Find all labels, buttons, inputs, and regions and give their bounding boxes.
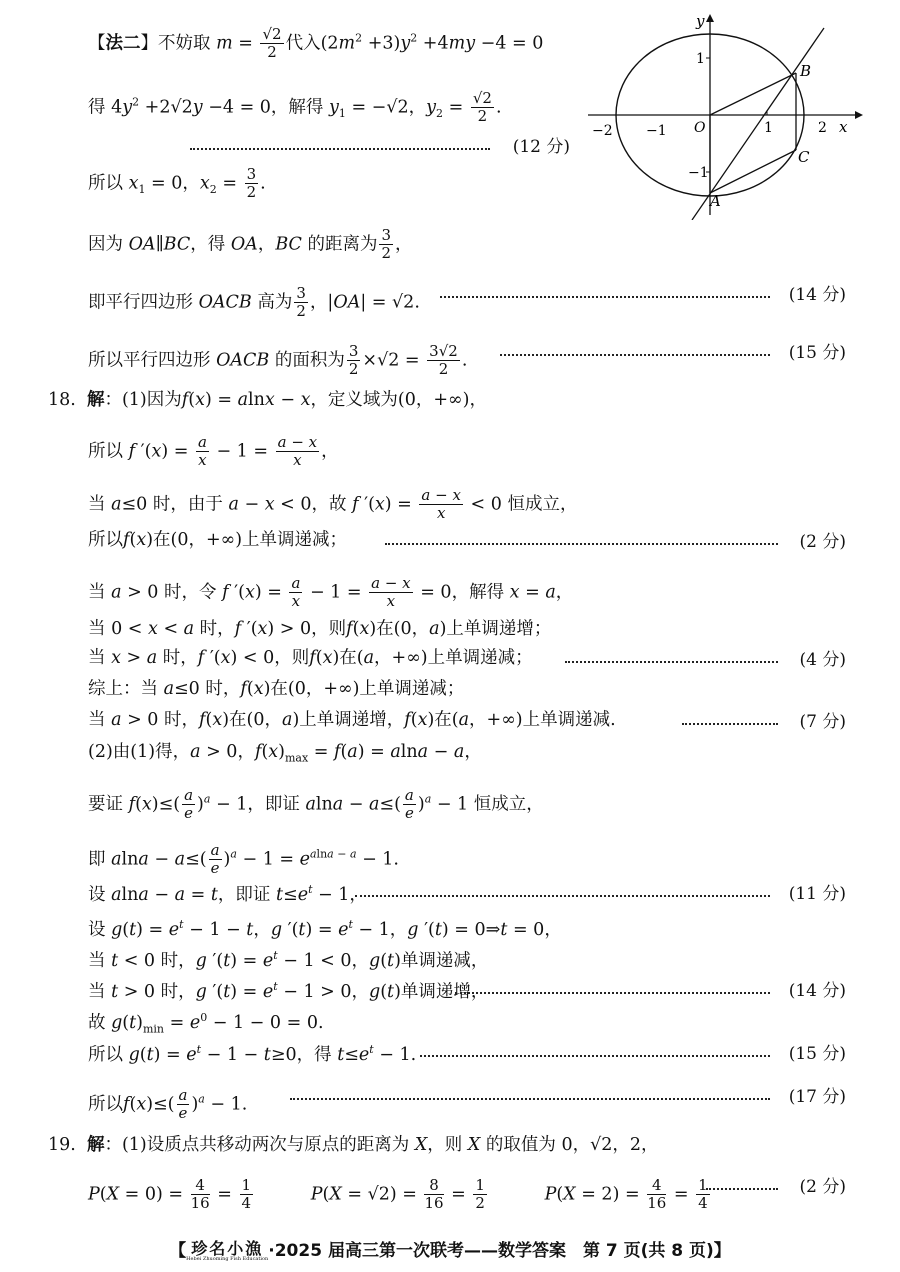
text-line-l4: 所以 $x_1 = 0$，$x_2$ = $\frac{3}{2}$ . [88, 165, 266, 202]
leader-dots [385, 543, 778, 545]
leader-dots [290, 1098, 770, 1100]
text-line-l23: 当 t > 0 时，g $'(t) = e^t - 1 > 0$，g(t)单调递增， [88, 980, 489, 1002]
score-label: (14 分) [788, 285, 846, 305]
score-label: (11 分) [788, 884, 846, 904]
leader-dots [706, 1188, 778, 1190]
tick-y-1: 1 [696, 51, 705, 67]
score-label: (4 分) [799, 650, 846, 670]
text-line-l7: 所以平行四边形 OACB 的面积为 $\frac{3}{2}$ ×√2 = $\frac{3√2}{2}$ . [88, 342, 468, 379]
tick-x-2: 2 [818, 120, 827, 136]
tick-y-neg1: −1 [688, 165, 709, 181]
text-line-l12: 当 a > 0 时，令 f ′(x) = $\frac{a}{x}$ − 1 = $\frac{a - x}{x}$ = 0，解得 x = a， [88, 574, 574, 611]
text-line-l24: 故 $g(t)_{min} = e^0 - 1 - 0 = 0$. [88, 1011, 324, 1036]
leader-dots [455, 992, 770, 994]
text-line-l13: 当 0 < x < a 时，f ′(x) > 0，则f(x)在(0，a)上单调递增； [88, 619, 552, 639]
text-line-l11: 所以f(x)在(0，+∞)上单调递减； [88, 530, 348, 550]
score-label: (15 分) [788, 1044, 846, 1064]
score-label: (15 分) [788, 343, 846, 363]
text-line-l5: 因为 OA∥BC，得 OA，BC 的距离为 $\frac{3}{2}$ ， [88, 226, 413, 263]
axis-y-label: y [696, 12, 705, 30]
text-line-l14: 当 x > a 时，f ′(x) < 0，则f(x)在(a，+∞)上单调递减； [88, 648, 533, 668]
point-b-label: B [800, 62, 812, 80]
text-line-l16: 当 a > 0 时，f(x)在(0，a)上单调递增，f(x)在(a，+∞)上单调递减. [88, 710, 616, 730]
text-line-l8: 18. 解：(1)因为f(x) = alnx − x，定义域为(0，+∞)， [48, 390, 487, 410]
text-line-l15: 综上：当 a≤0 时，f(x)在(0，+∞)上单调递减； [88, 679, 465, 699]
text-line-l25: 所以 $g(t) = e^t - 1 - t\ge 0$，得 $t\le e^t - 1$. [88, 1043, 417, 1065]
footer-text: ·2025 届高三第一次联考——数学答案 第 7 页(共 8 页)】 [268, 1241, 731, 1261]
text-line-l10: 当 a≤0 时，由于 a − x < 0，故 f ′(x) = $\frac{a - x}{x}$ < 0 恒成立， [88, 486, 578, 523]
text-line-l22: 当 t < 0 时，g $'(t) = e^t - 1 < 0$，g(t)单调递减， [88, 949, 489, 971]
text-line-l18: 要证 f(x)≤( $\frac{a}{e}$ )$^a$ − 1，即证 alna − a≤( $\frac{a}{e}$ )$^a$ − 1 恒成立， [88, 786, 544, 823]
text-line-l26: 所以f(x)≤( $\frac{a}{e}$ )$^a$ − 1. [88, 1086, 248, 1123]
leader-dots [682, 723, 778, 725]
leader-dots [440, 296, 770, 298]
score-label: (7 分) [799, 712, 846, 732]
origin-label: O [694, 120, 706, 136]
text-line-l27: 19. 解：(1)设质点共移动两次与原点的距离为 X，则 X 的取值为 0，√2，2， [48, 1135, 659, 1155]
ellipse-figure [580, 10, 870, 220]
tick-x-1: 1 [764, 120, 773, 136]
text-line-l19: 即 alna − a≤( $\frac{a}{e}$ )$^a - 1 = e^{alna - a} - 1$. [88, 841, 399, 878]
axis-x-label: x [839, 118, 848, 136]
page-footer [0, 1236, 900, 1262]
tick-x-neg1: −1 [646, 123, 667, 139]
score-label: (12 分) [512, 137, 570, 157]
leader-dots [190, 148, 490, 150]
leader-dots [355, 895, 770, 897]
text-line-l9: 所以 f ′(x) = $\frac{a}{x}$ − 1 = $\frac{a - x}{x}$ ， [88, 433, 339, 470]
leader-dots [565, 661, 778, 663]
text-line-l28: P(X = 0) = $\frac{4}{16}$ = $\frac{1}{4}$ P(X = √2) = $\frac{8}{16}$ = $\frac{1}{2}$ P(X = 2) = $\frac{4}{16}$ = $\frac{1}{4}$ [88, 1176, 708, 1213]
score-label: (2 分) [799, 1177, 846, 1197]
leader-dots [500, 354, 770, 356]
score-label: (2 分) [799, 532, 846, 552]
tick-x-neg2: −2 [592, 123, 613, 139]
score-label: (17 分) [788, 1087, 846, 1107]
leader-dots [420, 1055, 770, 1057]
score-label: (14 分) [788, 981, 846, 1001]
text-line-l6: 即平行四边形 OACB 高为 $\frac{3}{2}$ ，|OA| = √2. [88, 284, 420, 321]
brand-logo: 珍名小漁 Hebei Zhuoming Fish Education [186, 1238, 269, 1262]
point-c-label: C [798, 148, 810, 166]
text-line-l1: 【法二】不妨取 m = $\frac{√2}{2}$ 代入$(2m^2 +3)y^2 +4my -4 = 0$ [88, 25, 544, 62]
point-a-label: A [710, 192, 721, 210]
text-line-l21: 设 $g(t) = e^t - 1 - t$，g $'(t) = e^t - 1$，g ′(t) = 0⇒t = 0， [88, 918, 562, 940]
text-line-l17: (2)由(1)得，a > 0，$f(x)_{max} = f(a) = alna - a$， [88, 742, 482, 765]
text-line-l20: 设 alna − a = t，即证 $t\le e^t - 1$， [88, 883, 367, 905]
footer-bracket: 【 [169, 1241, 187, 1261]
text-line-l2: 得 $4y^2 +2√2y -4 = 0$，解得 $y_1 = -√2$，$y_2$ = $\frac{√2}{2}$ . [88, 89, 502, 126]
